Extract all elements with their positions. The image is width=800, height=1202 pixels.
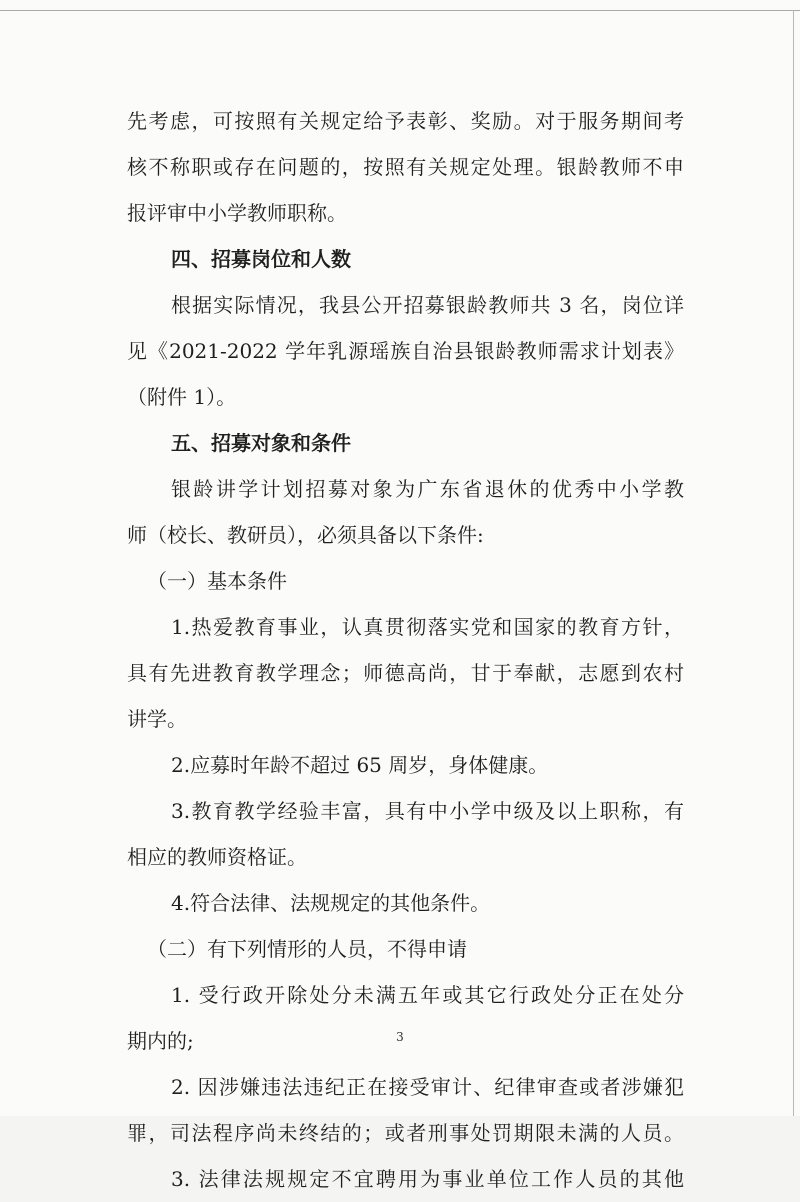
text-line: 讲学。: [127, 707, 187, 731]
text-line: 3.教育教学经验丰富，具有中小学中级及以上职称，有: [171, 799, 684, 823]
text-line: 银龄讲学计划招募对象为广东省退休的优秀中小学教: [171, 477, 684, 501]
text-line: 2. 因涉嫌违法违纪正在接受审计、纪律审查或者涉嫌犯: [171, 1075, 684, 1099]
text-line: 罪，司法程序尚未终结的；或者刑事处罚期限未满的人员。: [127, 1121, 684, 1145]
text-line: 3. 法律法规规定不宜聘用为事业单位工作人员的其他: [171, 1167, 684, 1191]
text-line: 见《2021-2022 学年乳源瑶族自治县银龄教师需求计划表》: [127, 339, 684, 363]
text-line: 1.热爱教育事业，认真贯彻落实党和国家的教育方针，: [171, 615, 684, 639]
text-line: （附件 1）。: [127, 385, 237, 409]
text-line: 先考虑，可按照有关规定给予表彰、奖励。对于服务期间考: [127, 109, 684, 133]
text-line: 1. 受行政开除处分未满五年或其它行政处分正在处分: [171, 983, 684, 1007]
text-line: 相应的教师资格证。: [127, 845, 307, 869]
text-line: 师（校长、教研员），必须具备以下条件:: [127, 523, 484, 547]
text-line: 2.应募时年龄不超过 65 周岁，身体健康。: [171, 753, 549, 777]
text-line: 四、招募岗位和人数: [171, 247, 351, 271]
text-line: （二）有下列情形的人员，不得申请: [147, 937, 467, 961]
text-line: 期内的;: [127, 1029, 194, 1053]
text-line: 4.符合法律、法规规定的其他条件。: [171, 891, 491, 915]
page-number: 3: [396, 1030, 404, 1044]
text-line: 核不称职或存在问题的，按照有关规定处理。银龄教师不申: [127, 155, 684, 179]
scan-edge-right: [793, 10, 794, 1116]
text-line: （一）基本条件: [147, 569, 287, 593]
text-line: 根据实际情况，我县公开招募银龄教师共 3 名，岗位详: [171, 293, 684, 317]
text-line: 五、招募对象和条件: [171, 431, 351, 455]
scan-edge-top: [0, 10, 800, 11]
text-line: 具有先进教育教学理念；师德高尚，甘于奉献，志愿到农村: [127, 661, 684, 685]
text-line: 报评审中小学教师职称。: [127, 201, 347, 225]
